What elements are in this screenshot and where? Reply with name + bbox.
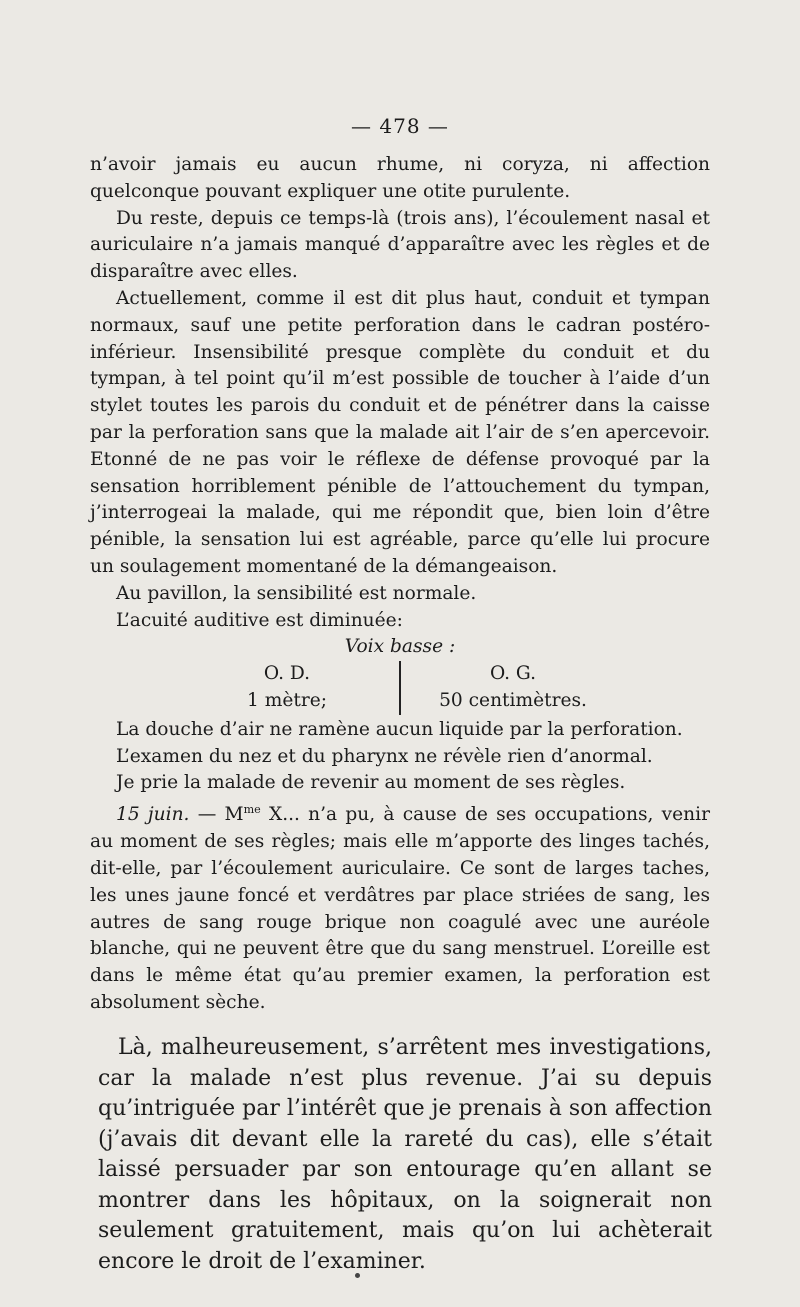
- printer-mark: [355, 1273, 360, 1278]
- paragraph: Au pavillon, la sensibilité est normale.: [116, 582, 477, 604]
- hearing-right-column: [399, 661, 613, 715]
- left-ear-value: 1 mètre;: [246, 689, 327, 711]
- june-paragraph: [90, 797, 710, 1017]
- conclusion-paragraph: Là, malheureusement, s’arrêtent mes investigations, car la malade n’est plus revenue. J’ai su depuis qu’intriguée par l’intérêt que je prenais à son affection (j’avais dit devant elle la rareté du cas), elle s’était laissé persuader par son entourage qu’en allant se montrer dans les hôpitaux, on la soignerait non seulement gratuitement, mais qu’on lui achèterait encore le droit de l’examiner.: [98, 1035, 712, 1274]
- paragraph: Du reste, depuis ce temps-là (trois ans), l’écoulement nasal et auriculaire n’a jamais manqué d’apparaître avec les règles et de disparaître avec elles.: [90, 207, 710, 283]
- june-sup: me: [243, 803, 261, 817]
- main-text: [90, 152, 710, 1017]
- left-ear-label: O. D.: [263, 663, 311, 685]
- hearing-left-column: [187, 661, 399, 715]
- right-ear-value: 50 centimètres.: [439, 689, 587, 711]
- hearing-title: Voix basse :: [344, 636, 456, 658]
- paragraph: L’acuité auditive est diminuée:: [116, 609, 403, 631]
- hearing-table: [90, 661, 710, 715]
- paragraph: Actuellement, comme il est dit plus haut, conduit et tympan normaux, sauf une petite perforation dans le cadran postéro-inférieur. Insensibilité presque complète du conduit et du tympan, à tel point qu’il m’est possible de toucher à l’aide d’un stylet toutes les parois du conduit et de pénétrer dans la caisse par la perforation sans que la malade ait l’air de s’en apercevoir. Etonné de ne pas voir le réflexe de défense provoqué par la sensation horriblement pénible de l’attouchement du tympan, j’interrogeai la malade, qui me répondit que, bien loin d’être pénible, la sensation lui est agréable, parce qu’elle lui procure un soulagement momentané de la démangeaison.: [90, 287, 710, 577]
- right-ear-label: O. G.: [489, 663, 537, 685]
- june-date: 15 juin.: [116, 804, 190, 826]
- june-text: X... n’a pu, à cause de ses occupations, venir au moment de ses règles; mais elle m’apporte des linges tachés, dit-elle, par l’écoulement auriculaire. Ce sont de larges taches, les unes jaune foncé et verdâtres par place striées de sang, les autres de sang rouge brique non coagulé avec une auréole blanche, qui ne peuvent être que du sang menstruel. L’oreille est dans le même état qu’au premier examen, la perforation est absolument sèche.: [90, 804, 710, 1013]
- paragraph: L’examen du nez et du pharynx ne révèle rien d’anormal.: [116, 745, 653, 767]
- paragraph: Je prie la malade de revenir au moment de ses règles.: [116, 772, 626, 794]
- page-number: — 478 —: [351, 114, 449, 138]
- june-dash: — M: [189, 804, 244, 826]
- paragraph: n’avoir jamais eu aucun rhume, ni coryza, ni affection quelconque pouvant expliquer une otite purulente.: [90, 154, 710, 202]
- paragraph: La douche d’air ne ramène aucun liquide par la perforation.: [116, 718, 683, 740]
